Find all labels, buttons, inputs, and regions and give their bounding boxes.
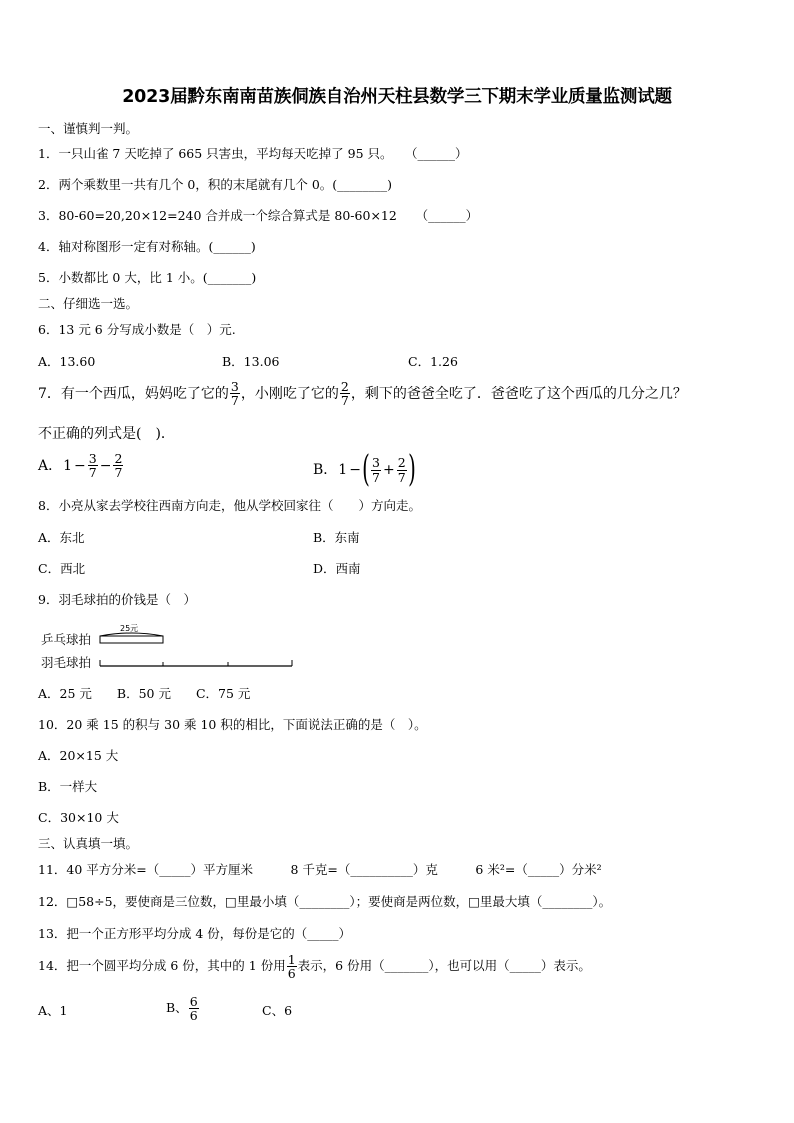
question-9-stem: 9．羽毛球拍的价钱是（ ） <box>38 592 196 607</box>
question-8-option-b: B．东南 <box>313 530 360 545</box>
question-10-option-a: A．20×15 大 <box>38 748 119 763</box>
question-7-option-a <box>38 452 124 479</box>
question-6-stem: 6．13 元 6 分写成小数是（ ）元. <box>38 322 236 337</box>
minus-sign: − <box>99 457 112 474</box>
figure-row-label-badminton: 羽毛球拍 <box>41 655 92 670</box>
question-9-options: A．25 元 B．50 元 C．75 元 <box>38 686 251 701</box>
price-brace <box>100 633 163 643</box>
question-10-option-b: B．一样大 <box>38 779 98 794</box>
page-title: 2023届黔东南南苗族侗族自治州天柱县数学三下期末学业质量监测试题 <box>122 87 672 107</box>
fraction-numerator: 2 <box>340 379 349 394</box>
fraction-2-7 <box>113 452 123 479</box>
question-2: 2．两个乘数里一共有几个 0，积的末尾就有几个 0。(________) <box>38 177 393 192</box>
right-paren: ) <box>407 449 416 490</box>
question-7-stem <box>38 380 687 407</box>
expression-a <box>62 452 124 479</box>
question-10-option-c: C．30×10 大 <box>38 810 119 825</box>
option-label: B． <box>313 462 338 478</box>
section-2-heading: 二、仔细选一选。 <box>38 296 139 311</box>
fraction-numerator: 2 <box>114 451 123 466</box>
question-7-option-b <box>313 449 416 490</box>
fraction-3-7 <box>88 452 98 479</box>
fraction-denominator: 6 <box>189 1008 198 1024</box>
fraction-denominator: 6 <box>287 966 296 982</box>
fraction-3-7 <box>371 456 381 483</box>
question-7-text-3: ，剩下的爸爸全吃了．爸爸吃了这个西瓜的几分之几？ <box>350 385 687 402</box>
minus-sign: − <box>74 457 86 474</box>
question-13: 13．把一个正方形平均分成 4 份，每份是它的（_____） <box>38 926 352 941</box>
section-3-heading: 三、认真填一填。 <box>38 836 139 851</box>
fraction-2-7 <box>397 456 407 483</box>
number-one: 1 <box>63 457 73 474</box>
fraction-denominator: 7 <box>397 469 406 485</box>
fraction-numerator: 1 <box>287 952 296 967</box>
question-1: 1．一只山雀 7 天吃掉了 665 只害虫，平均每天吃掉了 95 只。 （______） <box>38 146 468 161</box>
expression-b <box>337 449 416 490</box>
question-14-option-c: C、6 <box>262 1003 293 1018</box>
plus-sign: + <box>382 462 395 478</box>
fraction-denominator: 7 <box>372 469 380 485</box>
fraction-numerator: 3 <box>372 455 380 471</box>
fraction-denominator: 7 <box>88 465 97 481</box>
question-6-option-c: C．1.26 <box>408 354 458 369</box>
fraction-6-6 <box>189 995 199 1022</box>
question-7-line-2: 不正确的列式是( )． <box>38 426 175 442</box>
option-label: A． <box>38 457 63 474</box>
fraction-1-6 <box>287 953 297 980</box>
question-8-stem: 8．小亮从家去学校往西南方向走，他从学校回家往（ ）方向走。 <box>38 498 421 513</box>
number-one: 1 <box>338 462 348 478</box>
question-3: 3．80-60=20,20×12=240 合并成一个综合算式是 80-60×12 （______） <box>38 208 479 223</box>
fraction-denominator: 7 <box>114 465 123 481</box>
question-5: 5．小数都比 0 大，比 1 小。(_______) <box>38 270 257 285</box>
question-14-option-a: A、1 <box>38 1003 68 1018</box>
fraction-2-7 <box>340 380 350 407</box>
question-14-stem <box>38 953 591 980</box>
minus-sign: − <box>349 462 361 478</box>
question-8-option-c: C．西北 <box>38 561 86 576</box>
question-6-option-b: B．13.06 <box>222 354 280 369</box>
question-14-option-b <box>166 995 200 1022</box>
question-7-text-1: 7．有一个西瓜，妈妈吃了它的 <box>38 385 229 402</box>
question-8-option-d: D．西南 <box>313 561 361 576</box>
option-label: B、 <box>166 1000 188 1016</box>
question-6-option-a: A．13.60 <box>38 354 96 369</box>
question-12: 12．□58÷5，要使商是三位数，□里最小填（________）；要使商是两位数，□里最大填（________）。 <box>38 894 612 909</box>
fraction-numerator: 6 <box>189 994 198 1009</box>
price-bar-diagram <box>95 628 300 673</box>
pingpong-bar <box>100 636 163 643</box>
section-1-heading: 一、谨慎判一判。 <box>38 121 139 136</box>
question-8-option-a: A．东北 <box>38 530 85 545</box>
question-14-text-1: 14．把一个圆平均分成 6 份，其中的 1 份用 <box>38 958 286 974</box>
question-11: 11．40 平方分米=（_____）平方厘米 8 千克=（__________）克 6 米²=（_____）分米² <box>38 862 602 877</box>
question-14-text-2: 表示，6 份用（_______），也可以用（_____）表示。 <box>297 958 591 974</box>
fraction-numerator: 3 <box>88 451 97 466</box>
fraction-denominator: 7 <box>340 393 349 409</box>
fraction-3-7 <box>230 380 240 407</box>
fraction-numerator: 2 <box>397 455 406 471</box>
fraction-numerator: 3 <box>230 379 239 394</box>
left-paren: ( <box>362 449 370 490</box>
question-4: 4．轴对称图形一定有对称轴。(______) <box>38 239 256 254</box>
fraction-denominator: 7 <box>230 393 239 409</box>
figure-row-label-pingpong: 乒乓球拍 <box>41 632 92 647</box>
figure-price-label: 25元 <box>120 624 139 633</box>
question-7-text-2: ，小刚吃了它的 <box>240 385 339 402</box>
question-10-stem: 10．20 乘 15 的积与 30 乘 10 积的相比，下面说法正确的是（ ）。 <box>38 717 427 732</box>
